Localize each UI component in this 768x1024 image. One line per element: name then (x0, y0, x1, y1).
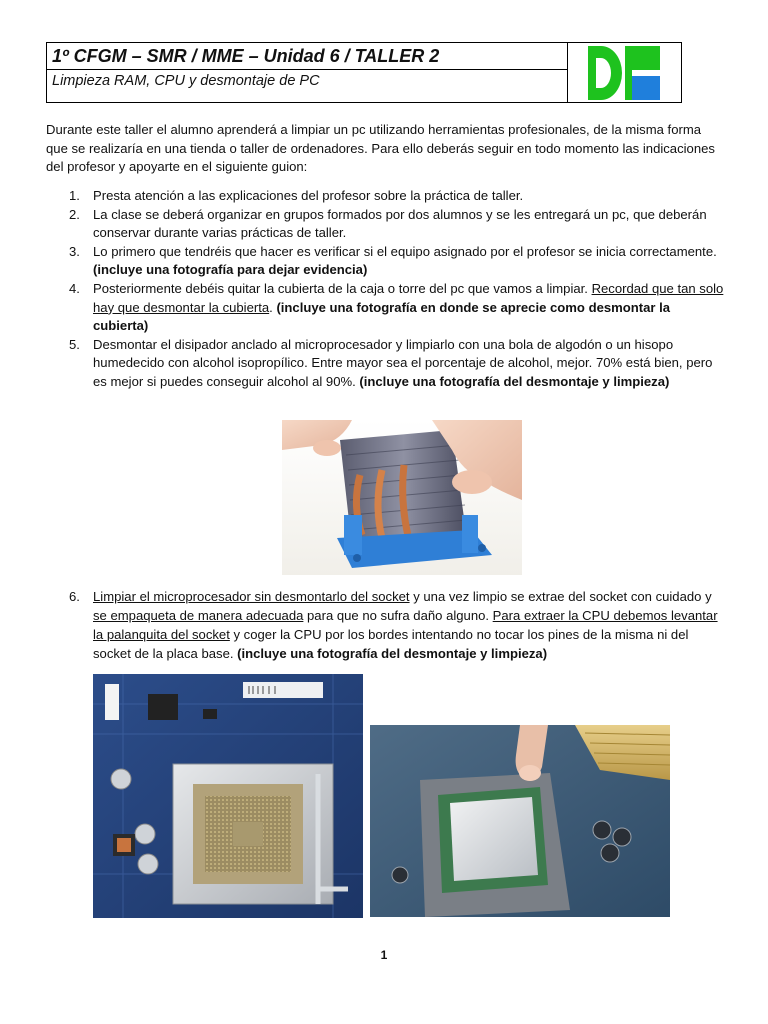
step-evidence-note: (incluye una fotografía en donde se aprecie como desmontar la cubierta) (93, 299, 671, 334)
step-underlined-text: Recordad que tan solo hay que desmontar la cubierta (93, 280, 724, 315)
list-item (46, 336, 726, 392)
step-number: 6. (69, 589, 80, 604)
step-number: 3. (69, 243, 80, 259)
step-number: 1. (69, 188, 80, 203)
list-item (46, 280, 726, 336)
document-subtitle: Limpieza RAM, CPU y desmontaje de PC (47, 70, 568, 102)
heatsink-removal-photo (282, 420, 522, 575)
header-table (46, 42, 682, 103)
step-text-part: y una vez limpio se extrae del socket con cuidado y (409, 589, 712, 604)
step-6 (46, 588, 726, 664)
step-number: 5. (69, 336, 80, 352)
steps-list (46, 187, 726, 392)
step-text: Posteriormente debéis quitar la cubierta de la caja o torre del pc que vamos a limpiar. (93, 280, 588, 296)
step-text: Lo primero que tendréis que hacer es verificar si el equipo asignado por el profesor se inicia correctamente. (93, 243, 717, 259)
step-evidence-note: (incluye una fotografía para dejar evidencia) (93, 262, 368, 278)
list-item (46, 187, 726, 206)
step-underlined-text: Para extraer la CPU debemos levantar la palanquita del socket (93, 607, 718, 642)
step-text: Desmontar el disipador anclado al microprocesador y limpiarlo con una bola de algodón o un hisopo humedecido con alcohol isopropílico. Entre mayor sea el porcentaje de alcohol, mejor. 70% está bien, pero es mejor si puedes conseguir alcohol al 90%. (93, 336, 713, 389)
page-number: 1 (380, 948, 388, 962)
step-underlined-text: se empaqueta de manera adecuada (93, 607, 304, 623)
step-underlined-text: Limpiar el microprocesador sin desmontarlo del socket (93, 589, 410, 604)
logo (568, 43, 681, 102)
step-text: La clase se deberá organizar en grupos formados por dos alumnos y se les entregará un pc, que deberán conservar durante varias prácticas de taller. (93, 206, 707, 241)
step-number: 2. (69, 206, 80, 222)
step-number: 4. (69, 280, 80, 296)
intro-paragraph: Durante este taller el alumno aprenderá a limpiar un pc utilizando herramientas profesionales, de la misma forma que se realizaría en una tienda o taller de ordenadores. Para ello deberás seguir en todo momento las indicaciones del profesor y apoyarte en el siguiente guion: (46, 122, 715, 175)
step-punctuation: . (269, 299, 273, 315)
step-text-part: y coger la CPU por los bordes intentando no tocar los pines de la misma ni del socket de la placa base. (93, 626, 689, 661)
cpu-socket-photo (93, 674, 363, 918)
step-text (46, 588, 726, 664)
step-text-part: para que no sufra daño alguno. (303, 607, 493, 623)
step-text: Presta atención a las explicaciones del profesor sobre la práctica de taller. (93, 188, 524, 203)
list-item (46, 206, 726, 243)
step-evidence-note: (incluye una fotografía del desmontaje y limpieza) (359, 373, 670, 389)
step-evidence-note: (incluye una fotografía del desmontaje y limpieza) (237, 645, 548, 661)
cpu-extraction-photo (370, 725, 670, 917)
document-title: 1º CFGM – SMR / MME – Unidad 6 / TALLER 2 (47, 43, 568, 70)
logo-icon (568, 43, 681, 102)
list-item (46, 243, 726, 280)
